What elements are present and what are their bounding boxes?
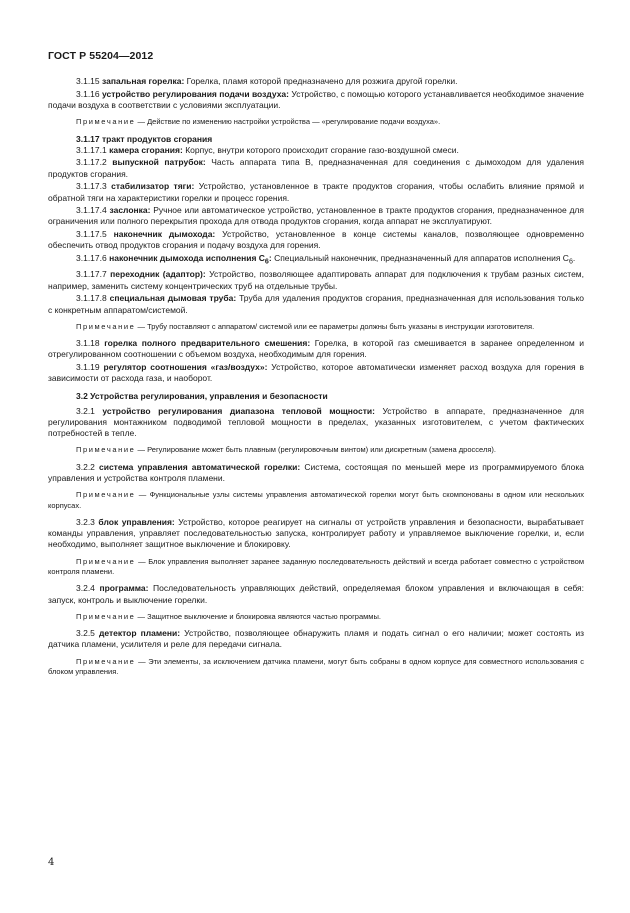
term: запальная горелка:	[102, 76, 185, 86]
note: Примечание — Регулирование может быть плавным (регулировочным винтом) или дискретным (замена дросселя).	[76, 445, 496, 455]
page-number: 4	[48, 857, 55, 868]
clause-3-1-19: 3.1.19 регулятор соотношения «газ/воздух»: Устройство, которое автоматически изменяет расход воздуха для горения в зависимости от расхода газа, и наоборот.	[48, 362, 584, 384]
note: Примечание — Действие по изменению настройки устройства — «регулирование подачи воздуха».	[76, 117, 441, 127]
note: Примечание — Защитное выключение и блокировка являются частью программы.	[76, 611, 381, 621]
document-body	[48, 76, 584, 683]
note: Примечание — Функциональные узлы системы управления автоматической горелки могут быть скомпонованы в одном или нескольких корпусах.	[48, 490, 584, 510]
section-heading-3-2: 3.2 Устройства регулирования, управления и безопасности	[76, 391, 328, 402]
term: устройство регулирования подачи воздуха:	[102, 88, 289, 99]
note: Примечание — Блок управления выполняет заранее заданную последовательность действий и всегда работает совместно с устройством контроля пламени.	[48, 556, 584, 576]
clause-3-1-17-4: 3.1.17.4 заслонка: Ручное или автоматическое устройство, установленное в тракте продуктов сгорания, предназначенное для ограничения или полного перекрытия прохода для отвода продуктов сгорания, когда аппарат не эксплуатируют.	[48, 205, 584, 227]
clause-3-1-16: 3.1.16 устройство регулирования подачи воздуха: Устройство, с помощью которого устанавливается необходимое значение подачи воздуха в соответствии с условиями эксплуатации.	[48, 88, 584, 110]
clause-3-2-4: 3.2.4 программа: Последовательность управляющих действий, определяемая блоком управления и включающая в себя: запуск, контроль и выключение горелки.	[48, 583, 584, 605]
clause-3-2-2: 3.2.2 система управления автоматической горелки: Система, состоящая по меньшей мере из программируемого блока управления и устройства контроля пламени.	[48, 461, 584, 483]
clause-3-1-17-7: 3.1.17.7 переходник (адаптор): Устройство, позволяющее адаптировать аппарат для подключения к трубам разных систем, например, заменить систему концентрических труб на отдельные трубы.	[48, 269, 584, 291]
clause-3-1-17-8: 3.1.17.8 специальная дымовая труба: Труба для удаления продуктов сгорания, предназначенная для использования только с конкретным аппаратом/системой.	[48, 293, 584, 315]
clause-3-1-17-2: 3.1.17.2 выпускной патрубок: Часть аппарата типа В, предназначенная для соединения с дымоходом для удаления продуктов сгорания.	[48, 157, 584, 179]
clause-3-2-1: 3.2.1 устройство регулирования диапазона тепловой мощности: Устройство в аппарате, предназначенное для регулирования монтажником подводимой тепловой мощности в пределах, указанных изготовителем, с учетом фактических потребностей в тепле.	[48, 405, 584, 439]
note: Примечание — Эти элементы, за исключением датчика пламени, могут быть собраны в одном корпусе для совместного использования с блоком управления.	[48, 656, 584, 676]
clause-3-1-17-heading: 3.1.17 тракт продуктов сгорания	[76, 133, 213, 144]
note: Примечание — Трубу поставляют с аппаратом/ системой или ее параметры должны быть указаны в инструкции изготовителя.	[76, 321, 535, 331]
document-header: ГОСТ Р 55204—2012	[48, 50, 154, 62]
clause-3-1-17-5: 3.1.17.5 наконечник дымохода: Устройство, установленное в конце системы каналов, позволяющее одновременно обеспечить отвод продуктов сгорания и подачу воздуха для горения.	[48, 229, 584, 251]
clause-3-1-17-1: 3.1.17.1 камера сгорания: Корпус, внутри которого происходит сгорание газо-воздушной смеси.	[76, 144, 459, 155]
clause-3-1-17-6: 3.1.17.6 наконечник дымохода исполнения $C_6$: Специальный наконечник, предназначенный для аппаратов исполнения $C_6$.	[76, 253, 576, 266]
clause-3-1-15: 3.1.15 запальная горелка: Горелка, пламя которой предназначено для розжига другой горелки.	[76, 76, 458, 86]
clause-3-2-3: 3.2.3 блок управления: Устройство, которое реагирует на сигналы от устройств управления и безопасности, вырабатывает команды управления, управляет последовательностью запуска, контролирует работу и управляемое выключение горелки, и, если необходимо, выполняет защитное выключение и блокировку.	[48, 516, 584, 550]
clause-3-1-18: 3.1.18 горелка полного предварительного смешения: Горелка, в которой газ смешивается в заранее определенном и отрегулированном соотношении с объемом воздуха, необходимым для горения.	[48, 338, 585, 360]
clause-3-1-17-3: 3.1.17.3 стабилизатор тяги: Устройство, установленное в тракте продуктов сгорания, чтобы ослабить влияние прямой и обратной тяги на характеристики горелки и процесс горения.	[48, 181, 584, 203]
clause-3-2-5: 3.2.5 детектор пламени: Устройство, позволяющее обнаружить пламя и подать сигнал о его наличии; может состоять из датчика пламени, усилителя и реле для передачи сигнала.	[48, 628, 584, 650]
